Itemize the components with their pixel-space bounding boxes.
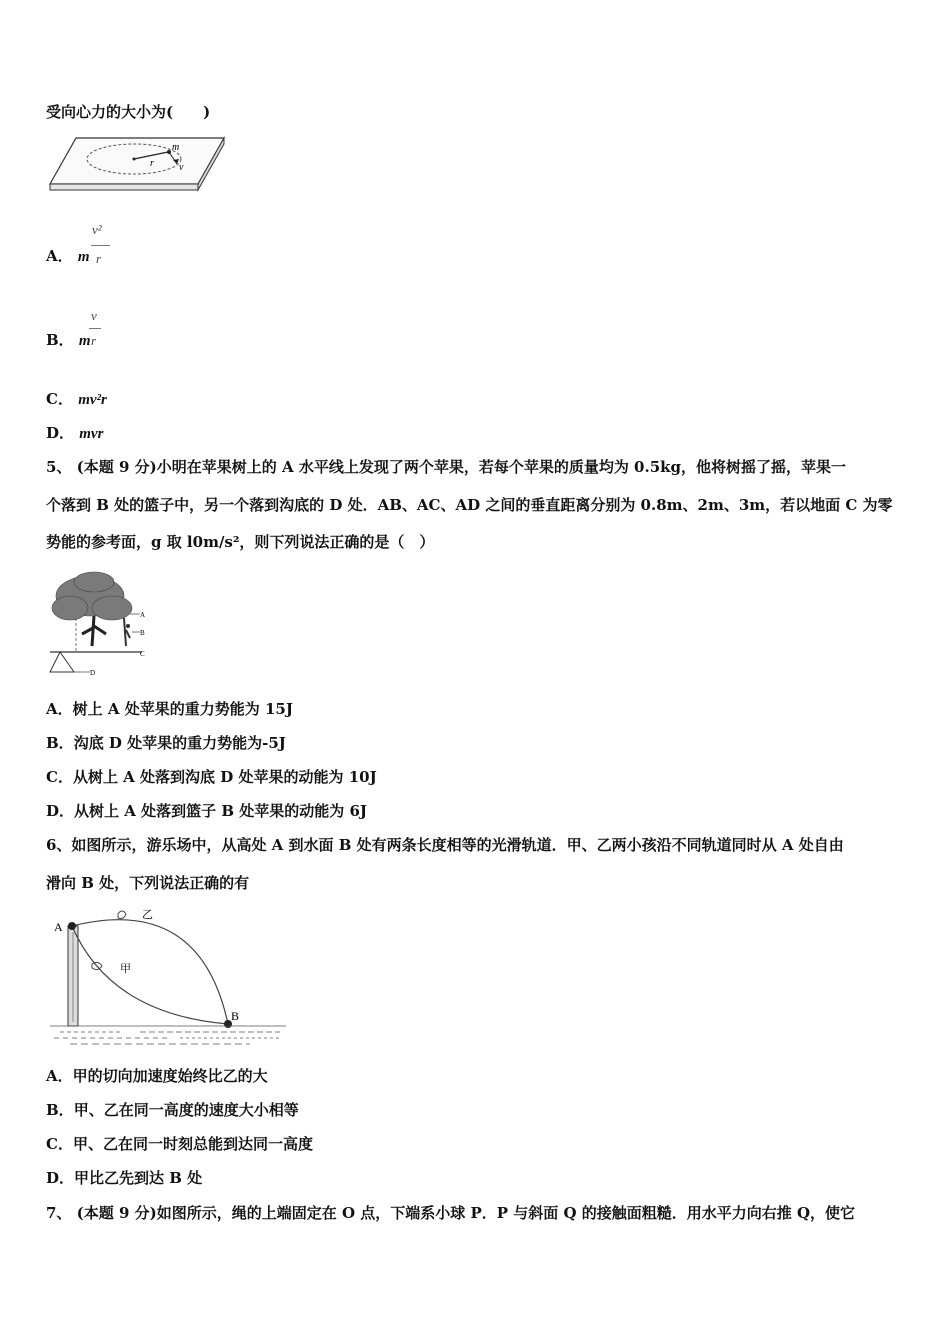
q4-b-numerator: v: [91, 308, 97, 323]
option-label: C．: [46, 1135, 73, 1153]
option-label: C．: [46, 390, 73, 408]
q5-tree-figure: [46, 568, 148, 680]
q4-option-d[interactable]: [46, 423, 103, 444]
option-text: 从树上 A 处落到沟底 D 处苹果的动能为 10J: [72, 768, 377, 786]
option-label: A．: [46, 247, 73, 265]
q6-fig-label-a: A: [54, 920, 63, 934]
option-label: D．: [46, 802, 75, 820]
q4-fig-label-r: r: [150, 158, 154, 169]
option-expr: m: [77, 249, 90, 265]
q4-fig-label-v: v: [179, 162, 184, 173]
option-text: 甲、乙在同一时刻总能到达同一高度: [72, 1135, 313, 1153]
option-text: 甲比乙先到达 B 处: [74, 1169, 203, 1187]
option-label: A．: [46, 700, 73, 718]
q6-line-1: 6、如图所示，游乐场中，从高处 A 到水面 B 处有两条长度相等的光滑轨道．甲、乙两小孩沿不同轨道同时从 A 处自由: [46, 836, 844, 854]
option-text: 从树上 A 处落到篮子 B 处苹果的动能为 6J: [74, 802, 367, 820]
option-label: B．: [46, 1101, 74, 1119]
q4-option-a[interactable]: [46, 246, 90, 267]
fraction-bar: [89, 328, 101, 329]
q4-stem: 受向心力的大小为( ): [46, 103, 211, 121]
q6-slide-figure: [50, 904, 288, 1048]
q5-fig-label-d: D: [90, 669, 96, 677]
option-text: 甲、乙在同一高度的速度大小相等: [73, 1101, 299, 1119]
q4-a-denominator: r: [96, 251, 102, 266]
option-text: 甲的切向加速度始终比乙的大: [72, 1067, 268, 1085]
option-label: A．: [46, 1067, 73, 1085]
q6-fig-label-yi: 乙: [142, 909, 153, 921]
q5-fig-label-b: B: [140, 629, 145, 637]
option-expr: mv²r: [78, 392, 107, 408]
q5-option-a[interactable]: [46, 699, 293, 719]
option-label: D．: [46, 1169, 75, 1187]
q4-option-c[interactable]: [46, 389, 107, 410]
q6-option-b[interactable]: [46, 1100, 299, 1120]
option-expr: mvr: [79, 426, 104, 442]
q4-figure: [46, 134, 228, 194]
q6-option-d[interactable]: [46, 1168, 202, 1188]
q6-option-a[interactable]: [46, 1066, 268, 1086]
q4-fig-label-m: m: [172, 142, 180, 153]
option-label: D．: [46, 424, 75, 442]
q5-option-d[interactable]: [46, 801, 367, 821]
q5-line-1: 5、 (本题 9 分)小明在苹果树上的 A 水平线上发现了两个苹果，若每个苹果的质量均为 0.5kg，他将树摇了摇，苹果一: [46, 458, 847, 476]
fraction-bar: [91, 245, 110, 246]
q4-a-numerator: v²: [92, 222, 102, 237]
q4-b-denominator: r: [91, 333, 97, 348]
option-text: 沟底 D 处苹果的重力势能为-5J: [73, 734, 286, 752]
option-label: C．: [46, 768, 73, 786]
q5-line-2: 个落到 B 处的篮子中，另一个落到沟底的 D 处．AB、AC、AD 之间的垂直距离分别为 0.8m、2m、3m，若以地面 C 为零: [46, 496, 893, 514]
q6-line-2: 滑向 B 处，下列说法正确的有: [46, 874, 250, 892]
option-label: B．: [46, 734, 74, 752]
q5-option-c[interactable]: [46, 767, 377, 787]
q6-fig-label-jia: 甲: [120, 963, 131, 975]
q7-line-1: 7、 (本题 9 分)如图所示，绳的上端固定在 O 点，下端系小球 P．P 与斜面 Q 的接触面粗糙．用水平力向右推 Q，使它: [46, 1204, 856, 1222]
q5-option-b[interactable]: [46, 733, 286, 753]
option-expr: m: [78, 333, 91, 349]
q6-option-c[interactable]: [46, 1134, 313, 1154]
q6-fig-label-b: B: [231, 1009, 240, 1023]
q5-line-3: 势能的参考面，g 取 l0m/s²，则下列说法正确的是（ ）: [46, 533, 435, 551]
option-text: 树上 A 处苹果的重力势能为 15J: [72, 700, 293, 718]
q5-fig-label-a: A: [140, 611, 146, 619]
option-label: B．: [46, 331, 74, 349]
q5-fig-label-c: C: [140, 650, 145, 658]
q4-option-b[interactable]: [46, 330, 91, 351]
